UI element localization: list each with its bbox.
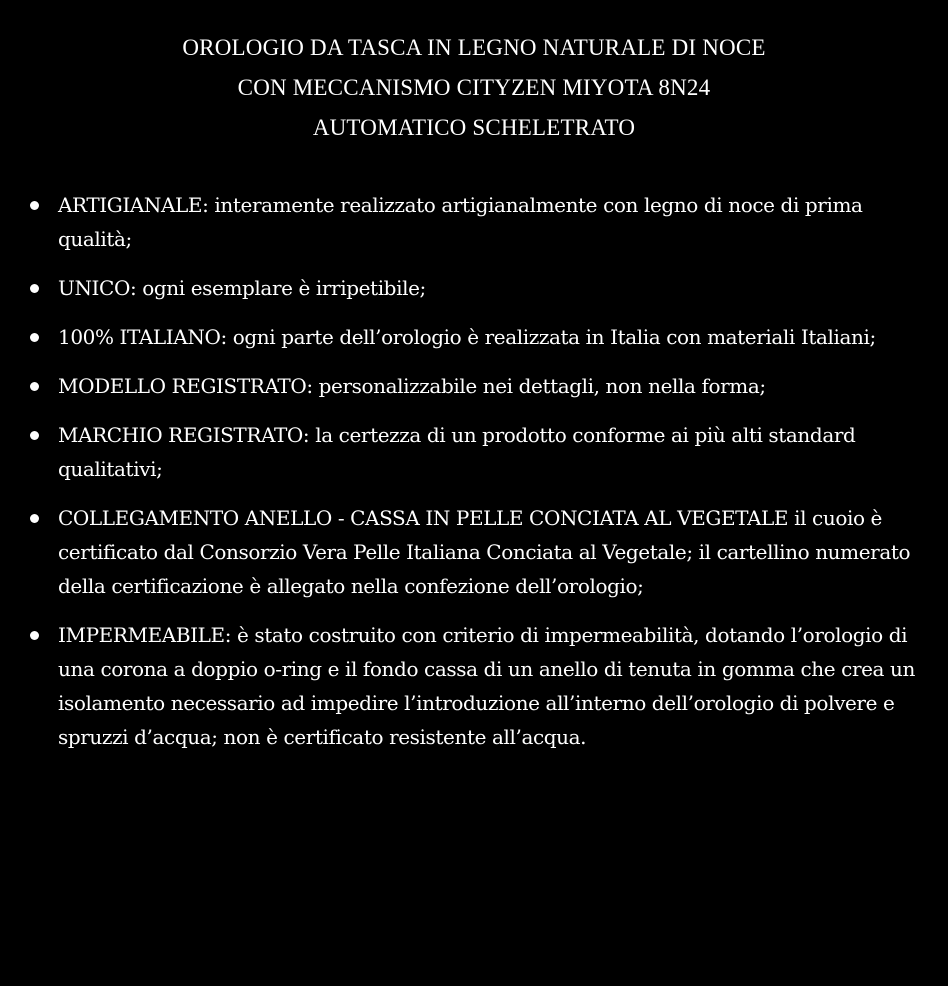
bullet-icon: [30, 631, 39, 640]
feature-item-impermeabile: [30, 618, 942, 754]
product-title-line-1: OROLOGIO DA TASCA IN LEGNO NATURALE DI NOCE: [182, 35, 766, 60]
bullet-icon: [30, 382, 39, 391]
bullet-icon: [30, 431, 39, 440]
feature-item-unico: [30, 271, 942, 305]
feature-text: ARTIGIANALE: interamente realizzato artigianalmente con legno di noce di prima qualità;: [58, 193, 863, 251]
product-title-line-3: AUTOMATICO SCHELETRATO: [312, 115, 636, 140]
feature-text: COLLEGAMENTO ANELLO - CASSA IN PELLE CONCIATA AL VEGETALE il cuoio è certificato dal Consorzio Vera Pelle Italiana Conciata al Vegetale; il cartellino numerato della certificazione è allegato nella confezione dell’orologio;: [58, 506, 911, 598]
feature-text: MARCHIO REGISTRATO: la certezza di un prodotto conforme ai più alti standard qualitativi;: [58, 423, 856, 481]
feature-item-artigianale: [30, 188, 942, 256]
feature-text: IMPERMEABILE: è stato costruito con criterio di impermeabilità, dotando l’orologio di una corona a doppio o-ring e il fondo cassa di un anello di tenuta in gomma che crea un isolamento necessario ad impedire l’introduzione all’interno dell’orologio di polvere e spruzzi d’acqua; non è certificato resistente all’acqua.: [58, 623, 915, 749]
feature-item-italiano: [30, 320, 942, 354]
bullet-icon: [30, 514, 39, 523]
feature-text: 100% ITALIANO: ogni parte dell’orologio è realizzata in Italia con materiali Italiani;: [58, 325, 876, 349]
feature-item-collegamento: [30, 501, 942, 603]
feature-item-marchio-registrato: [30, 418, 942, 486]
bullet-icon: [30, 284, 39, 293]
feature-text: MODELLO REGISTRATO: personalizzabile nei dettagli, non nella forma;: [58, 374, 766, 398]
feature-list: [30, 188, 942, 769]
product-title: [0, 28, 948, 148]
feature-text: UNICO: ogni esemplare è irripetibile;: [58, 276, 426, 300]
bullet-icon: [30, 333, 39, 342]
bullet-icon: [30, 201, 39, 210]
product-title-line-2: CON MECCANISMO CITYZEN MIYOTA 8N24: [237, 75, 711, 100]
feature-item-modello-registrato: [30, 369, 942, 403]
